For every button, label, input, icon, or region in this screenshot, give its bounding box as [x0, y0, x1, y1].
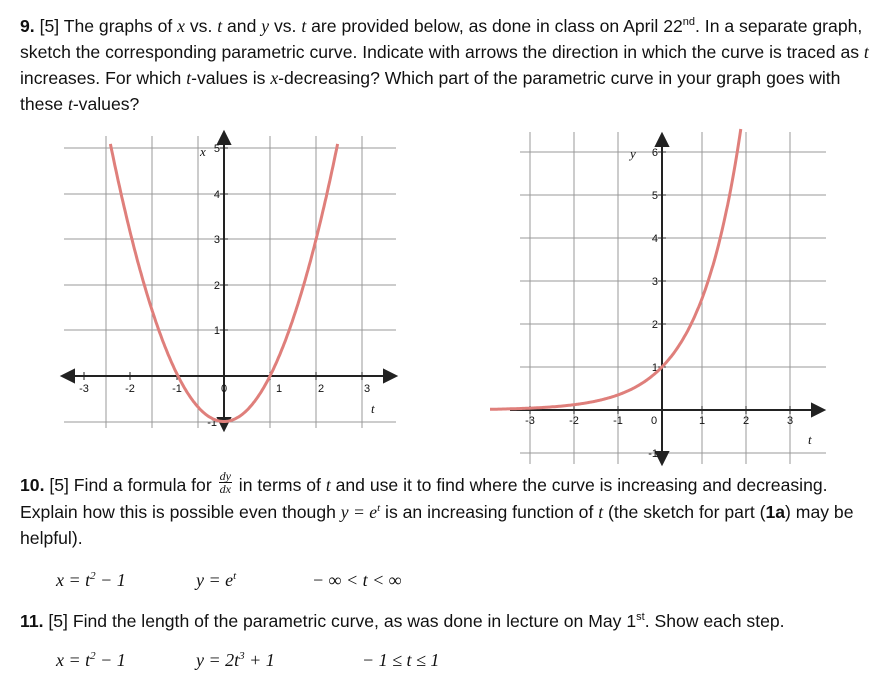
dy-dx-fraction: $\frac{dy}{dx}$ — [219, 468, 231, 496]
eq11-range: − 1 ≤ t ≤ 1 — [362, 650, 440, 670]
tick-label: 2 — [651, 319, 658, 331]
graph-x-gridlines — [64, 136, 396, 428]
eq10-x: $x = t^2 - 1$ — [56, 570, 126, 590]
tick-label: 0 — [650, 415, 658, 427]
axis-label-x: x — [200, 144, 206, 159]
tick-label: 1 — [275, 383, 283, 395]
tick-label: 0 — [220, 383, 228, 395]
tick-label: -1 — [613, 415, 623, 427]
tick-label: 1 — [213, 325, 220, 337]
tick-label: -3 — [525, 415, 535, 427]
tick-label: 6 — [651, 147, 658, 159]
problem-10-text: 10. [5] Find a formula for $\frac{dy}{dx}$ in terms of t and use it to find where the curve is increasing and decreasing. Explain how this is possible even though $y = e^t$ is an increasing function of t (the sketch for part (1a) may be helpful). — [20, 468, 854, 548]
graph-y-vs-t — [490, 128, 834, 470]
problem-11-number: 11. — [20, 611, 44, 631]
tick-label: 1 — [698, 415, 706, 427]
tick-label: -1 — [207, 417, 217, 429]
eq10-range: − ∞ < t < ∞ — [312, 570, 402, 590]
tick-label: -2 — [125, 383, 135, 395]
tick-label: 2 — [742, 415, 750, 427]
tick-label: 4 — [651, 233, 658, 245]
problem-9-number: 9. — [20, 16, 35, 36]
tick-label: 3 — [363, 383, 371, 395]
graph-x-x-tick-labels — [207, 143, 220, 429]
graph-y-t-tick-labels — [525, 415, 793, 427]
tick-label: -1 — [648, 448, 658, 460]
tick-label: 3 — [786, 415, 794, 427]
graph-y-y-tick-labels — [648, 147, 658, 460]
graph-x-vs-t — [58, 128, 402, 436]
problem-11-text: 11. [5] Find the length of the parametric curve, as was done in lecture on May 1st. Show each step. — [20, 611, 785, 631]
problem-10-number: 10. — [20, 475, 45, 495]
problem-9-text: 9. [5] The graphs of x vs. t and y vs. t are provided below, as done in class on April 22nd. In a separate graph, sketch the corresponding parametric curve. Indicate with arrows the direction in which the curve is traced as t increases. For which t-values is x-decreasing? Which part of the parametric curve in your graph goes with these t-values? — [20, 16, 869, 114]
tick-label: 5 — [651, 190, 658, 202]
tick-label: 3 — [213, 234, 220, 246]
tick-label: 2 — [317, 383, 325, 395]
tick-label: 4 — [213, 189, 220, 201]
tick-label: -3 — [79, 383, 89, 395]
eq11-x: $x = t^2 - 1$ — [56, 650, 126, 670]
graph-y-gridlines — [520, 132, 826, 464]
axis-label-y: y — [630, 146, 636, 161]
axis-label-t: t — [808, 432, 812, 447]
tick-label: 1 — [651, 362, 658, 374]
eq11-y: $y = 2t^3 + 1$ — [196, 650, 275, 670]
axis-label-t: t — [371, 401, 375, 416]
tick-label: -2 — [569, 415, 579, 427]
tick-label: 3 — [651, 276, 658, 288]
tick-label: 2 — [213, 280, 220, 292]
tick-label: 5 — [213, 143, 220, 155]
tick-label: -1 — [172, 383, 182, 395]
graph-y-axes — [510, 134, 824, 464]
graph-x-t-tick-labels — [79, 383, 370, 395]
graph-x-axes — [62, 132, 396, 430]
graph-y-ticks — [530, 152, 790, 453]
eq10-y: $y = e^t$ — [196, 570, 237, 590]
